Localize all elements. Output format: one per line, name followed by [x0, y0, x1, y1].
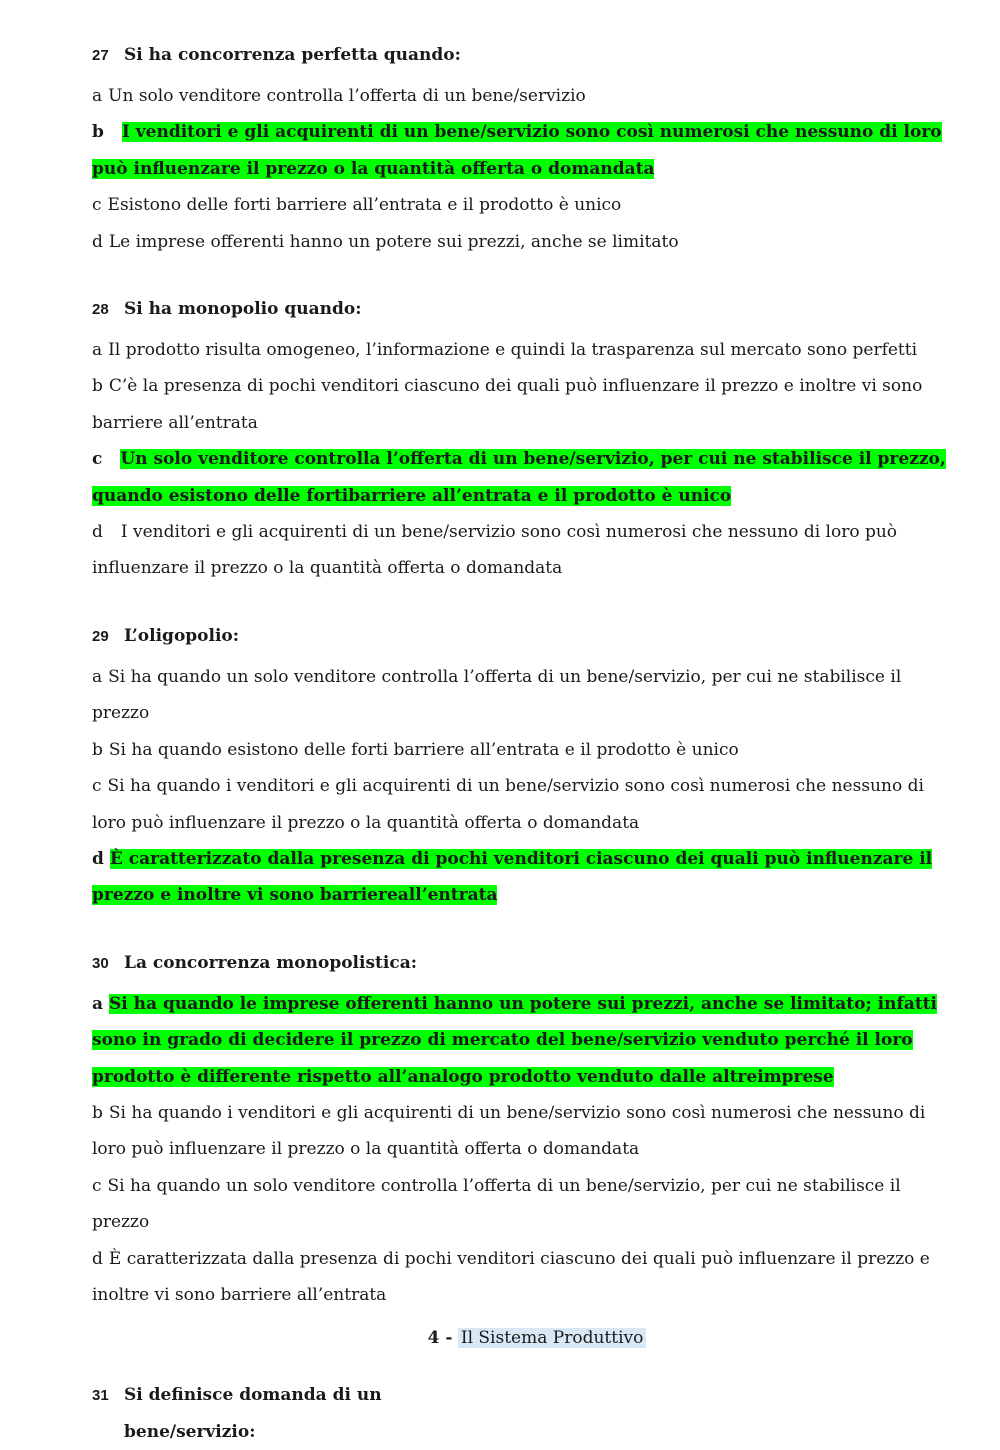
- question-31: [92, 1377, 962, 1450]
- correct-answer-highlight: È caratterizzato dalla presenza di pochi venditori ciascuno dei quali può influenzare il prezzo e inoltre vi sono barriereall’entrata: [92, 848, 933, 906]
- question-number: 28: [92, 301, 109, 319]
- option-letter: b: [92, 1102, 103, 1123]
- option-letter: d: [92, 1248, 103, 1269]
- option-letter: c: [92, 195, 102, 216]
- option-text: I venditori e gli acquirenti di un bene/servizio sono così numerosi che nessuno di loro può influenzare il prezzo o la quantità offerta o domandata: [92, 522, 898, 579]
- question-number: 30: [92, 954, 109, 972]
- option-letter: d: [92, 848, 104, 869]
- question-title: L’oligopolio:: [124, 625, 240, 646]
- spacer: [92, 260, 962, 296]
- question-number: 31: [92, 1387, 109, 1405]
- option-letter: b: [92, 376, 103, 397]
- option-letter: c: [92, 449, 103, 470]
- option-text: Si ha quando esistono delle forti barriere all’entrata e il prodotto è unico: [108, 739, 739, 760]
- option-text: Un solo venditore controlla l’offerta di un bene/servizio: [108, 86, 586, 106]
- question-number: 27: [92, 47, 109, 64]
- option-text: Il prodotto risulta omogeneo, l’informazione e quindi la trasparenza sul mercato sono perfetti: [108, 340, 918, 361]
- question-title-line-1: Si definisce domanda di un: [124, 1385, 382, 1406]
- question-title-line-2: bene/servizio:: [124, 1422, 256, 1443]
- section-number: 4 -: [427, 1328, 453, 1349]
- option-text: Le imprese offerenti hanno un potere sui prezzi, anche se limitato: [108, 231, 679, 252]
- option-d: [92, 224, 962, 260]
- option-a: [92, 78, 962, 114]
- question-29: [92, 623, 962, 914]
- option-letter: a: [92, 993, 104, 1014]
- question-heading: [92, 42, 962, 68]
- question-title: Si ha concorrenza perfetta quando:: [124, 45, 461, 65]
- option-letter: b: [92, 739, 103, 760]
- correct-answer-highlight: Si ha quando le imprese offerenti hanno un potere sui prezzi, anche se limitato; infatti sono in grado di decidere il prezzo di mercato del bene/servizio venduto perché il loro prodotto è differente rispetto all’analogo prodotto venduto dalle altreimprese: [92, 993, 937, 1087]
- option-b-correct: [92, 114, 962, 187]
- question-title: La concorrenza monopolistica:: [124, 952, 417, 973]
- option-text: C’è la presenza di pochi venditori ciascuno dei quali può influenzare il prezzo e inoltre vi sono barriere all’entrata: [92, 376, 923, 433]
- option-text: Si ha quando un solo venditore controlla l’offerta di un bene/servizio, per cui ne stabilisce il prezzo: [92, 1175, 901, 1233]
- spacer: [92, 587, 962, 623]
- option-letter: d: [92, 231, 103, 252]
- question-28: [92, 296, 962, 587]
- option-c: [92, 768, 962, 841]
- option-letter: d: [92, 522, 103, 543]
- question-title: Si ha monopolio quando:: [124, 299, 362, 320]
- question-heading: [92, 296, 962, 322]
- option-letter: c: [92, 776, 102, 797]
- correct-answer-highlight: Un solo venditore controlla l’offerta di un bene/servizio, per cui ne stabilisce il prezzo, quando esistono delle fortibarriere all’entrata e il prodotto è unico: [92, 449, 946, 506]
- question-heading: [92, 950, 962, 976]
- question-30: [92, 950, 962, 1314]
- option-letter: b: [92, 122, 104, 143]
- option-d: [92, 514, 962, 587]
- option-text: Esistono delle forti barriere all’entrata e il prodotto è unico: [107, 195, 622, 216]
- option-text: È caratterizzata dalla presenza di pochi venditori ciascuno dei quali può influenzare il prezzo e inoltre vi sono barriere all’entrata: [92, 1248, 930, 1305]
- option-c-correct: [92, 441, 962, 514]
- option-text: Si ha quando un solo venditore controlla l’offerta di un bene/servizio, per cui ne stabilisce il prezzo: [92, 666, 902, 724]
- option-d: [92, 1241, 962, 1314]
- spacer: [92, 914, 962, 950]
- option-d-correct: [92, 841, 962, 914]
- option-letter: a: [92, 340, 103, 361]
- option-text: Si ha quando i venditori e gli acquirenti di un bene/servizio sono così numerosi che nessuno di loro può influenzare il prezzo o la quantità offerta o domandata: [92, 1102, 926, 1160]
- document-page: [92, 42, 962, 1450]
- option-a: [92, 659, 962, 732]
- option-letter: c: [92, 1175, 102, 1196]
- option-b: [92, 1095, 962, 1168]
- option-letter: a: [92, 666, 103, 687]
- correct-answer-highlight: I venditori e gli acquirenti di un bene/servizio sono così numerosi che nessuno di loro può influenzare il prezzo o la quantità offerta o domandata: [92, 122, 942, 179]
- option-b: [92, 368, 962, 441]
- question-heading: [92, 1377, 962, 1414]
- question-heading: [92, 623, 962, 649]
- section-title: Il Sistema Produttivo: [458, 1328, 646, 1348]
- option-c: [92, 1168, 962, 1241]
- question-number: 29: [92, 627, 109, 645]
- option-b: [92, 732, 962, 768]
- option-text: Si ha quando i venditori e gli acquirenti di un bene/servizio sono così numerosi che nessuno di loro può influenzare il prezzo o la quantità offerta o domandata: [92, 776, 924, 833]
- option-letter: a: [92, 86, 103, 106]
- option-c: [92, 187, 962, 223]
- option-a-correct: [92, 986, 962, 1095]
- option-a: [92, 332, 962, 368]
- section-heading: [92, 1325, 962, 1351]
- question-27: [92, 42, 962, 260]
